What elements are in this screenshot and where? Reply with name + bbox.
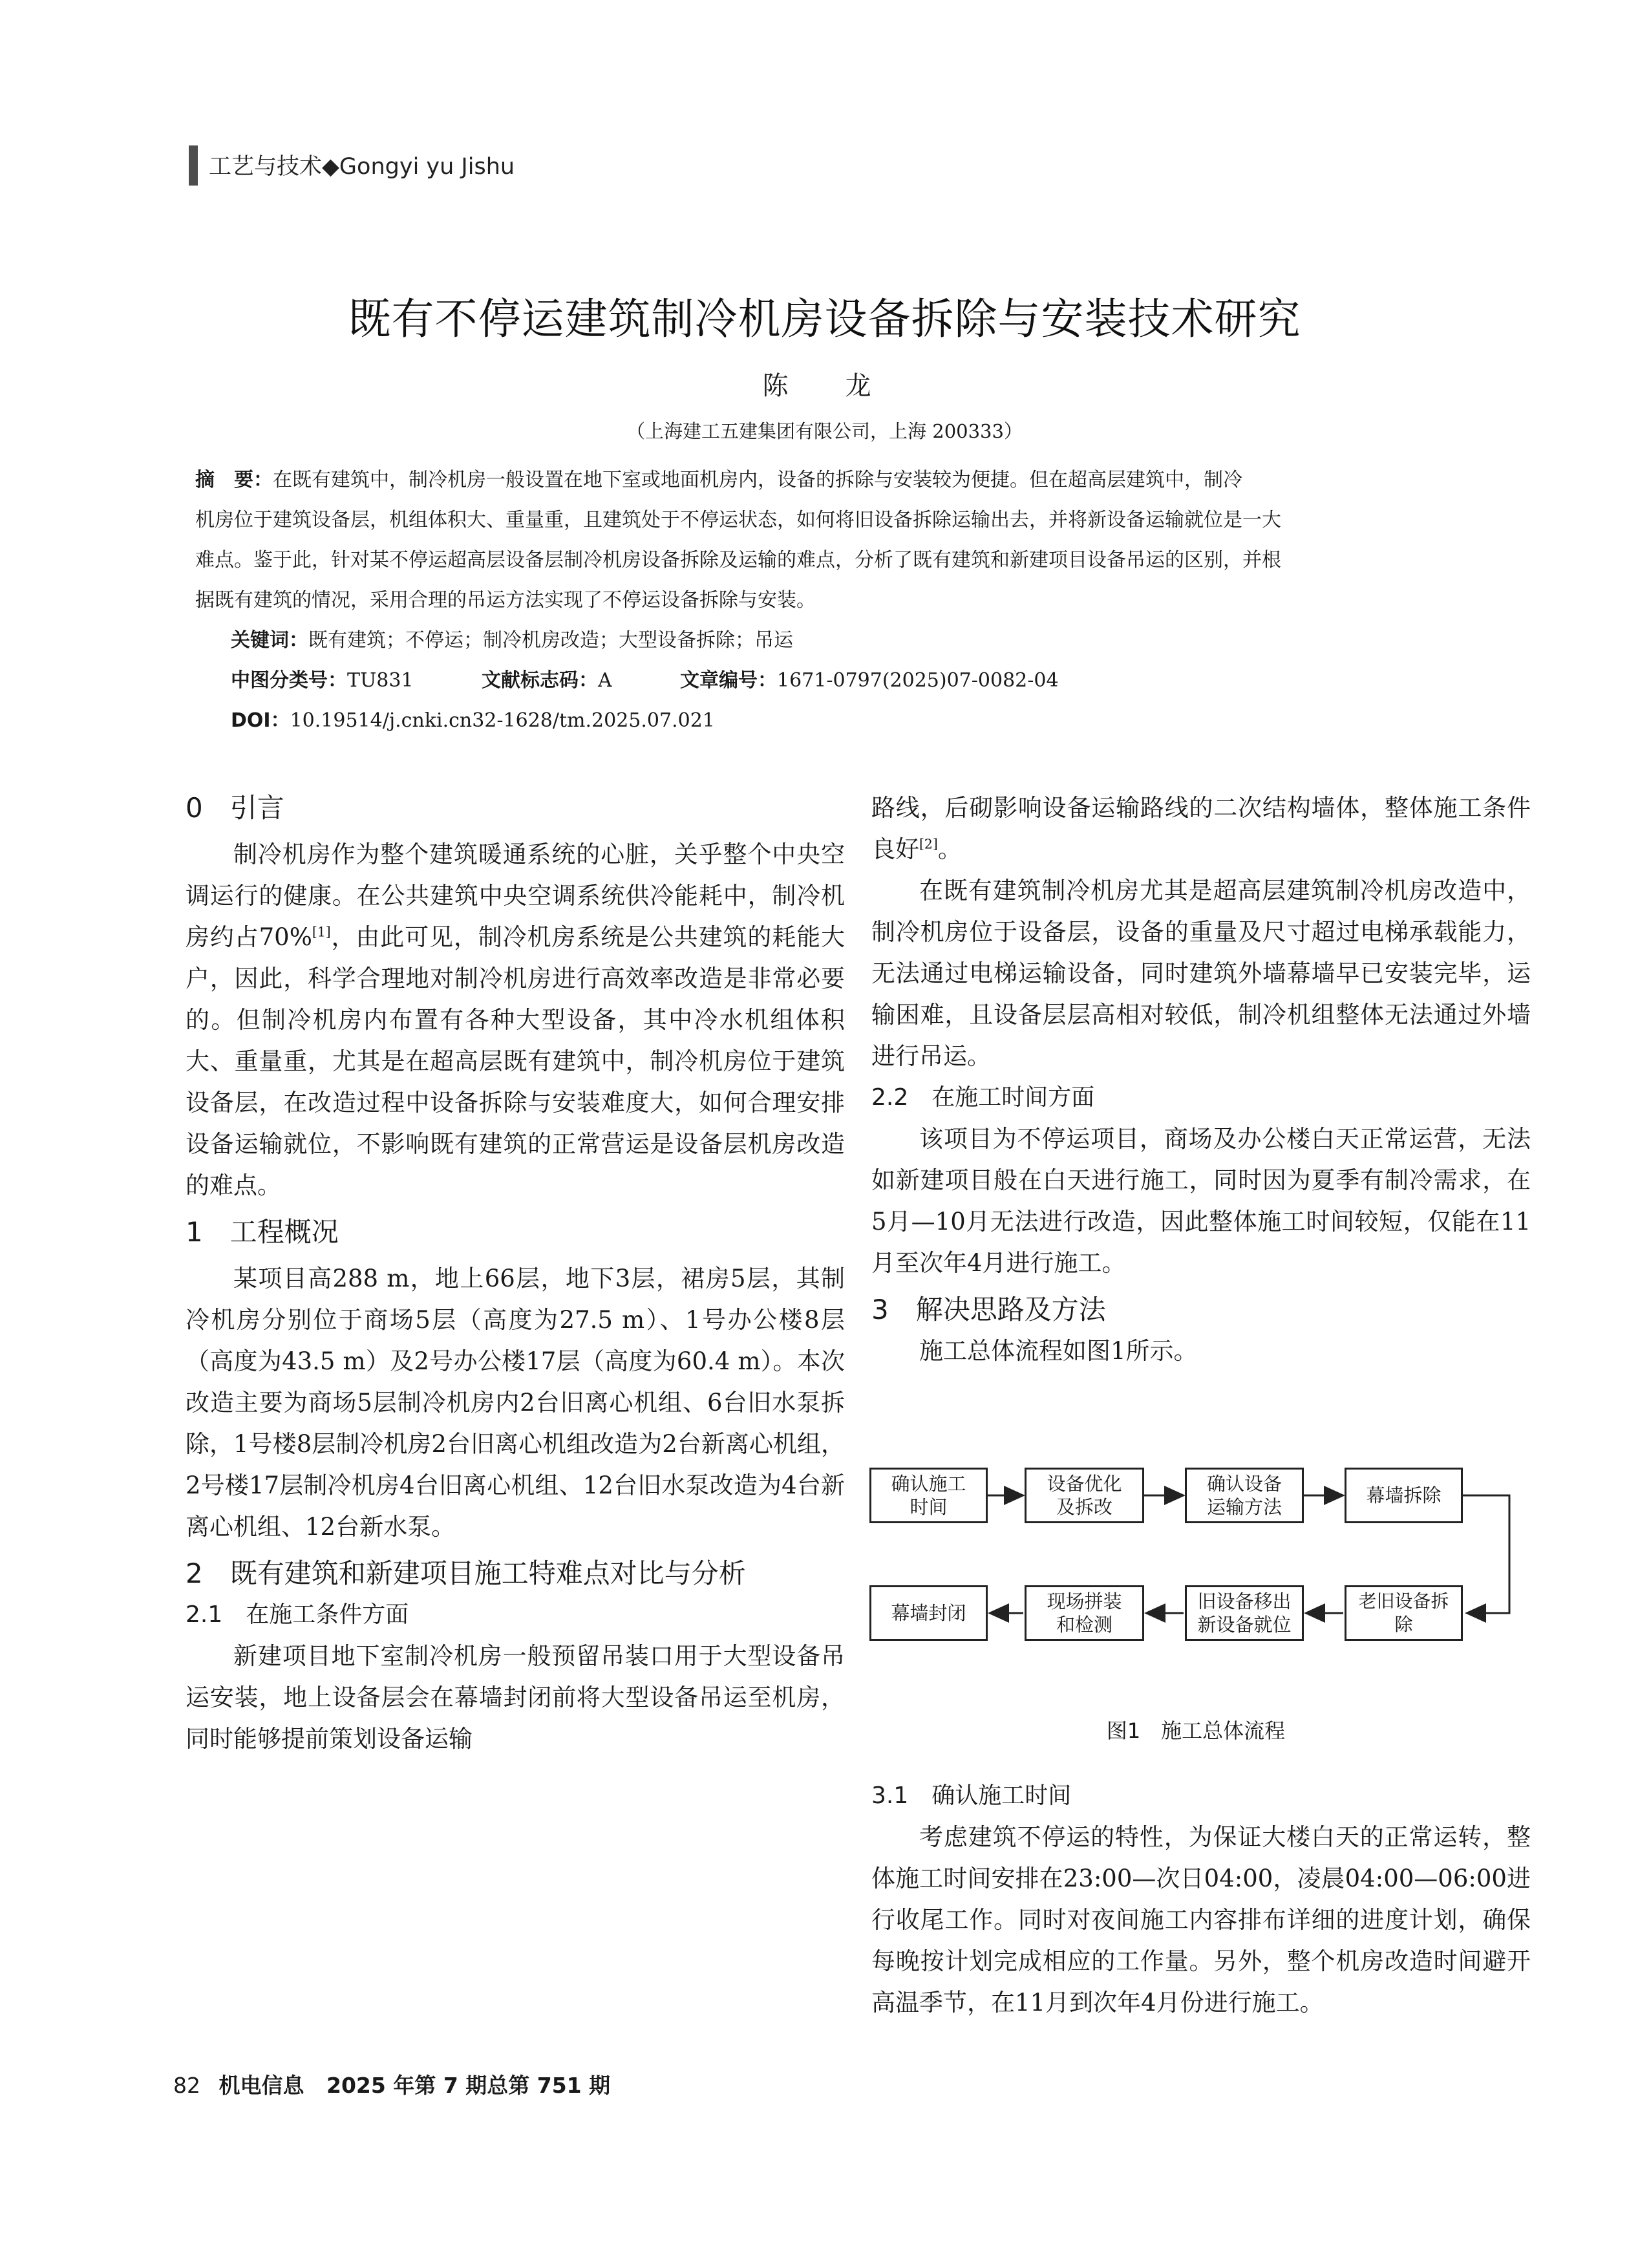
- arrow-4-5: [1463, 1495, 1509, 1613]
- section-2-1-paragraph-2: 在既有建筑制冷机房尤其是超高层建筑制冷机房改造中，制冷机房位于设备层，设备的重量及尺寸超过电梯承载能力，无法通过电梯运输设备，同时建筑外墙幕墙早已安装完毕，运输困难，且设备层层高相对较低，制冷机组整体无法通过外墙进行吊运。: [871, 877, 1531, 1070]
- author: 陈 龙: [762, 371, 887, 401]
- affiliation: （上海建工五建集团有限公司，上海 200333）: [626, 420, 1023, 442]
- keywords-text: 既有建筑；不停运；制冷机房改造；大型设备拆除；吊运: [308, 629, 793, 652]
- section-1-heading: 1 工程概况: [186, 1216, 339, 1248]
- section-0-heading: 0 引言: [186, 792, 284, 824]
- flow-step-remove-old-equipment: 老旧设备拆除: [1345, 1585, 1463, 1641]
- section-3-heading: 3 解决思路及方法: [871, 1294, 1106, 1325]
- right-column: [871, 787, 1531, 1372]
- citation-2: [2]: [919, 836, 938, 852]
- section-3-1-paragraph: 考虑建筑不停运的特性，为保证大楼白天的正常运转，整体施工时间安排在23:00—次日04:00，凌晨04:00—06:00进行收尾工作。同时对夜间施工内容排布详细的进度计划，确保每晚按计划完成相应的工作量。另外，整个机房改造时间避开高温季节，在11月到次年4月份进行施工。: [871, 1823, 1531, 2017]
- flow-step-confirm-transport: 确认设备 运输方法: [1185, 1468, 1304, 1523]
- section-2-2-heading: 2.2 在施工时间方面: [871, 1084, 1095, 1111]
- doi: DOI：10.19514/j.cnki.cn32-1628/tm.2025.07.021: [231, 709, 715, 732]
- page-footer: [173, 2069, 610, 2099]
- section-0-paragraph: 制冷机房作为整个建筑暖通系统的心脏，关乎整个中央空调运行的健康。在公共建筑中央空调系统供冷能耗中，制冷机房约占70%[1]，由此可见，制冷机房系统是公共建筑的耗能大户，因此，科学合理地对制冷机房进行高效率改造是非常必要的。但制冷机房内布置有各种大型设备，其中冷水机组体积大、重量重，尤其是在超高层既有建筑中，制冷机房位于建筑设备层，在改造过程中设备拆除与安装难度大，如何合理安排设备运输就位，不影响既有建筑的正常营运是设备层机房改造的难点。: [186, 840, 845, 1199]
- flow-step-optimize-equipment: 设备优化 及拆改: [1025, 1468, 1144, 1523]
- section-label: 工艺与技术◆Gongyi yu Jishu: [209, 154, 515, 180]
- section-3-paragraph: 施工总体流程如图1所示。: [919, 1337, 1198, 1365]
- flow-step-confirm-time: 确认施工 时间: [869, 1468, 988, 1523]
- right-column-lower: [871, 1775, 1531, 2024]
- page-number: 82: [173, 2073, 200, 2098]
- flow-step-replace-equipment: 旧设备移出 新设备就位: [1185, 1585, 1304, 1641]
- journal-name: 机电信息: [218, 2073, 304, 2098]
- abstract-line-3: 难点。鉴于此，针对某不停运超高层设备层制冷机房设备拆除及运输的难点，分析了既有建筑和新建项目设备吊运的区别，并根: [195, 549, 1281, 572]
- keywords-label: 关键词：: [231, 629, 308, 652]
- section-2-1-paragraph-continued: 路线，后砌影响设备运输路线的二次结构墙体，整体施工条件良好[2]。: [871, 794, 1531, 863]
- document-code: 文献标志码：A: [482, 669, 612, 692]
- issue-info: 2025 年第 7 期总第 751 期: [326, 2073, 611, 2098]
- article-title: 既有不停运建筑制冷机房设备拆除与安装技术研究: [348, 294, 1301, 344]
- figure-1-caption: 图1 施工总体流程: [1106, 1718, 1286, 1743]
- article-number: 文章编号：1671-0797(2025)07-0082-04: [680, 669, 1059, 692]
- abstract-line-1: [195, 460, 1527, 500]
- abstract-text: 在既有建筑中，制冷机房一般设置在地下室或地面机房内，设备的拆除与安装较为便捷。但在超高层建筑中，制冷: [273, 469, 1242, 491]
- abstract-label: 摘 要：: [195, 469, 273, 491]
- section-2-heading: 2 既有建筑和新建项目施工特难点对比与分析: [186, 1557, 746, 1589]
- flow-step-close-curtain-wall: 幕墙封闭: [869, 1585, 988, 1641]
- abstract-line-2: 机房位于建筑设备层，机组体积大、重量重，且建筑处于不停运状态，如何将旧设备拆除运输出去，并将新设备运输就位是一大: [195, 509, 1281, 531]
- section-2-1-paragraph: 新建项目地下室制冷机房一般预留吊装口用于大型设备吊运安装，地上设备层会在幕墙封闭前将大型设备吊运至机房，同时能够提前策划设备运输: [186, 1642, 845, 1753]
- abstract-line-4: 据既有建筑的情况，采用合理的吊运方法实现了不停运设备拆除与安装。: [195, 589, 816, 612]
- figure-1-flowchart: [869, 1445, 1522, 1691]
- citation-1: [1]: [312, 924, 331, 940]
- section-3-1-heading: 3.1 确认施工时间: [871, 1782, 1072, 1809]
- clc-number: 中图分类号：TU831: [231, 669, 414, 692]
- section-2-1-heading: 2.1 在施工条件方面: [186, 1601, 409, 1628]
- flow-step-assemble-test: 现场拼装 和检测: [1025, 1585, 1144, 1641]
- section-1-paragraph: 某项目高288 m，地上66层，地下3层，裙房5层，其制冷机房分别位于商场5层（高度为27.5 m）、1号办公楼8层（高度为43.5 m）及2号办公楼17层（高度为60.4 m）。本次改造主要为商场5层制冷机房内2台旧离心机组、6台旧水泵拆除，1号楼8层制冷机房2台旧离心机组改造为2台新离心机组，2号楼17层制冷机房4台旧离心机组、12台旧水泵改造为4台新离心机组、12台新水泵。: [186, 1265, 845, 1541]
- section-2-2-paragraph: 该项目为不停运项目，商场及办公楼白天正常运营，无法如新建项目般在白天进行施工，同时因为夏季有制冷需求，在5月—10月无法进行改造，因此整体施工时间较短，仅能在11月至次年4月进行施工。: [871, 1125, 1531, 1277]
- keywords: [231, 621, 793, 661]
- header-bar: [189, 145, 198, 186]
- flow-step-remove-curtain-wall: 幕墙拆除: [1345, 1468, 1463, 1523]
- left-column: [186, 787, 845, 1760]
